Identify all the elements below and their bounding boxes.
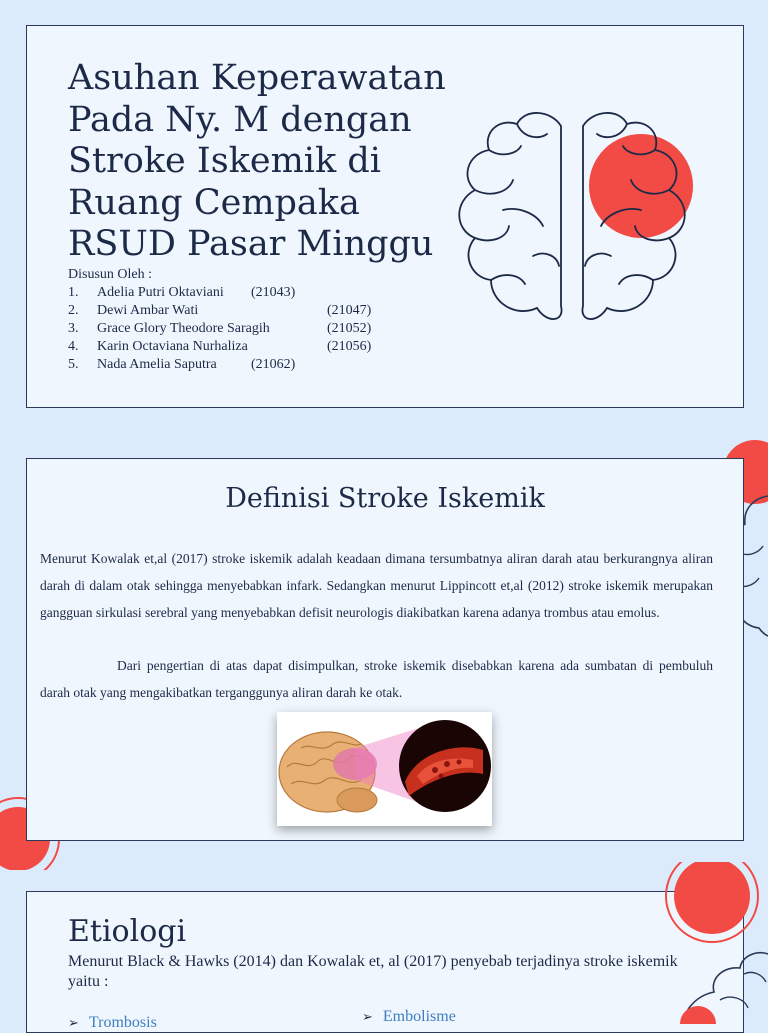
brain-clot-illustration <box>277 712 492 826</box>
bullet-label: Trombosis <box>88 1014 157 1031</box>
authors-heading: Disusun Oleh : <box>68 267 152 282</box>
author-nim: (21056) <box>327 339 372 354</box>
author-name: Grace Glory Theodore Saragih <box>97 321 270 336</box>
etiology-title: Etiologi <box>68 914 187 949</box>
etiology-intro: Menurut Black & Hawks (2014) dan Kowalak et, al (2017) penyebab terjadinya stroke iskemik yaitu : <box>68 953 678 990</box>
arrow-bullet-icon: ➢ <box>362 1009 373 1024</box>
author-nim: (21062) <box>251 357 296 372</box>
etiology-slide <box>26 891 744 1033</box>
conclusion-paragraph: Dari pengertian di atas dapat disimpulkan, stroke iskemik disebabkan karena ada sumbatan di pembuluh darah otak yang mengakibatkan terganggunya aliran darah ke otak. <box>40 658 713 700</box>
author-number: 2. <box>68 303 79 318</box>
bottom-right-brain-decoration <box>660 862 768 1024</box>
definition-slide <box>26 458 744 841</box>
bullet-item <box>362 1008 456 1026</box>
bullet-item <box>68 1014 157 1032</box>
author-row <box>68 338 388 356</box>
author-nim: (21043) <box>251 285 296 300</box>
definition-title: Definisi Stroke Iskemik <box>225 483 545 514</box>
stroke-illustration-image <box>277 712 492 826</box>
definition-paragraph: Menurut Kowalak et,al (2017) stroke iskemik adalah keadaan dimana tersumbatnya aliran darah atau berkurangnya aliran darah di dalam otak sehingga menyebabkan infark. Sedangkan menurut Lippincott et,al (2012) stroke iskemik merupakan gangguan sirkulasi serebral yang menyebabkan defisit neurologis diakibatkan karena adanya trombus atau emolus. <box>40 551 713 620</box>
bullet-label: Embolisme <box>382 1008 456 1025</box>
author-name: Karin Octaviana Nurhaliza <box>97 339 248 354</box>
author-number: 5. <box>68 357 79 372</box>
authors-block <box>68 266 388 374</box>
author-name: Nada Amelia Saputra <box>97 357 217 372</box>
author-row <box>68 320 388 338</box>
author-row <box>68 284 388 302</box>
author-number: 3. <box>68 321 79 336</box>
title-slide <box>26 25 744 408</box>
author-name: Adelia Putri Oktaviani <box>97 285 224 300</box>
author-row <box>68 302 388 320</box>
author-nim: (21052) <box>327 321 372 336</box>
author-number: 1. <box>68 285 79 300</box>
author-name: Dewi Ambar Wati <box>97 303 199 318</box>
author-nim: (21047) <box>327 303 372 318</box>
author-number: 4. <box>68 339 79 354</box>
brain-illustration <box>447 106 697 331</box>
author-row <box>68 356 388 374</box>
arrow-bullet-icon: ➢ <box>68 1015 79 1030</box>
presentation-title: Asuhan Keperawatan Pada Ny. M dengan Stroke Iskemik di Ruang Cempaka RSUD Pasar Minggu <box>68 58 446 264</box>
